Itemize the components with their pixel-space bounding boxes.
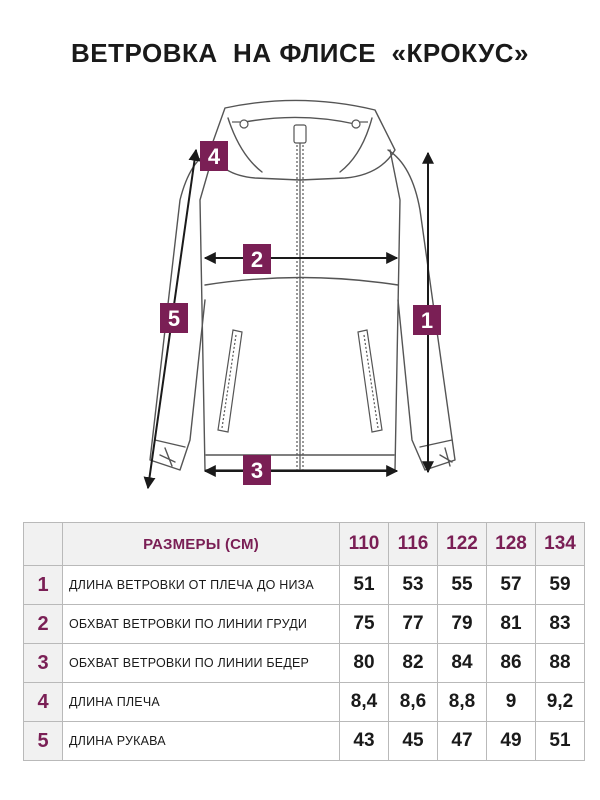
row-value: 57	[487, 566, 536, 605]
marker-4-label: 4	[207, 144, 221, 169]
row-value: 83	[536, 605, 585, 644]
marker-2-label: 2	[250, 247, 264, 272]
size-table	[23, 522, 585, 761]
header-label: РАЗМЕРЫ (СМ)	[63, 523, 340, 566]
table-row	[24, 566, 585, 605]
row-label: ДЛИНА ПЛЕЧА	[63, 683, 340, 722]
size-110: 110	[340, 523, 389, 566]
row-label: ДЛИНА РУКАВА	[63, 722, 340, 761]
table-row	[24, 683, 585, 722]
row-value: 8,4	[340, 683, 389, 722]
marker-2	[243, 244, 271, 274]
row-value: 51	[536, 722, 585, 761]
row-index: 2	[24, 605, 63, 644]
row-value: 82	[389, 644, 438, 683]
size-116: 116	[389, 523, 438, 566]
table-row	[24, 605, 585, 644]
size-128: 128	[487, 523, 536, 566]
row-label: ОБХВАТ ВЕТРОВКИ ПО ЛИНИИ ГРУДИ	[63, 605, 340, 644]
row-index: 1	[24, 566, 63, 605]
row-value: 79	[438, 605, 487, 644]
row-value: 8,8	[438, 683, 487, 722]
row-value: 43	[340, 722, 389, 761]
row-value: 8,6	[389, 683, 438, 722]
row-index: 3	[24, 644, 63, 683]
row-value: 80	[340, 644, 389, 683]
row-value: 55	[438, 566, 487, 605]
row-value: 47	[438, 722, 487, 761]
table-row	[24, 722, 585, 761]
row-label: ДЛИНА ВЕТРОВКИ ОТ ПЛЕЧА ДО НИЗА	[63, 566, 340, 605]
marker-3	[243, 455, 271, 485]
table-row	[24, 644, 585, 683]
marker-1-label: 1	[420, 308, 434, 333]
marker-3-label: 3	[250, 458, 264, 483]
row-value: 81	[487, 605, 536, 644]
row-value: 9	[487, 683, 536, 722]
row-value: 75	[340, 605, 389, 644]
row-index: 5	[24, 722, 63, 761]
row-value: 88	[536, 644, 585, 683]
header-index-cell	[24, 523, 63, 566]
row-value: 49	[487, 722, 536, 761]
row-value: 77	[389, 605, 438, 644]
marker-4	[200, 141, 228, 171]
marker-5	[160, 303, 188, 333]
table-header-row	[24, 523, 585, 566]
row-value: 84	[438, 644, 487, 683]
row-value: 45	[389, 722, 438, 761]
page-title: ВЕТРОВКА НА ФЛИСЕ «КРОКУС»	[70, 38, 530, 68]
zipper	[294, 125, 306, 470]
row-value: 59	[536, 566, 585, 605]
marker-5-label: 5	[167, 306, 181, 331]
row-value: 9,2	[536, 683, 585, 722]
row-label: ОБХВАТ ВЕТРОВКИ ПО ЛИНИИ БЕДЕР	[63, 644, 340, 683]
jacket-diagram	[0, 95, 600, 505]
size-122: 122	[438, 523, 487, 566]
row-value: 51	[340, 566, 389, 605]
marker-1	[413, 305, 441, 335]
row-value: 86	[487, 644, 536, 683]
size-134: 134	[536, 523, 585, 566]
row-index: 4	[24, 683, 63, 722]
row-value: 53	[389, 566, 438, 605]
